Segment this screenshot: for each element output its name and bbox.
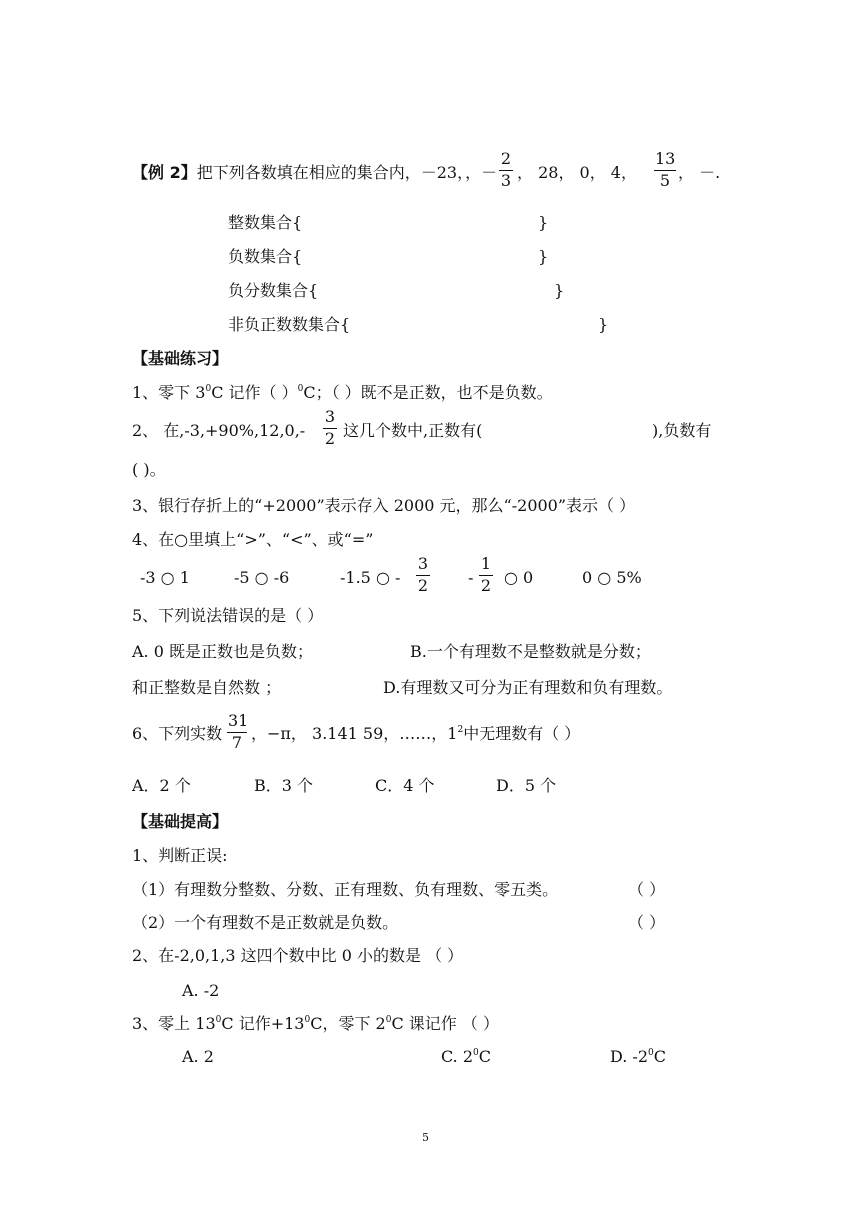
advanced-q1-statement-2: （2）一个有理数不是正数就是负数。 (132, 913, 399, 932)
example2-tail: ， －. (678, 163, 721, 182)
basic-q6-option-a: A．2 个 (132, 776, 191, 795)
advanced-q3: 3、零上 $13^0C$ 记作$+13^0C$，零下 $2^0C$ 课记作 （ ） (132, 1014, 499, 1033)
compare-item-1: -3 ○ 1 (140, 568, 190, 587)
advanced-heading: 【基础提高】 (132, 812, 229, 831)
advanced-q1-answer-1: （ ） (628, 880, 666, 899)
basic-practice-heading: 【基础练习】 (132, 349, 229, 368)
basic-q2-continued: ( )。 (132, 460, 166, 479)
advanced-q3-option-a: A. 2 (182, 1047, 214, 1066)
compare-item-4-sign: - (468, 568, 474, 587)
example2-line (132, 163, 497, 183)
compare-item-3: -1.5 ○ - (340, 568, 401, 587)
set-integers-close: } (538, 213, 549, 232)
advanced-q3-option-d: D. $-2^0C$ (610, 1047, 666, 1066)
basic-q1: 1、零下 $3^0C$ 记作（ ）$^0$C；（ ）既不是正数，也不是负数。 (132, 383, 553, 402)
advanced-q3-option-c: C. $2^0C$ (441, 1047, 492, 1066)
example2-text: 把下列各数填在相应的集合内，－23，，－ (196, 163, 498, 182)
basic-q6-start: 6、下列实数 (132, 724, 223, 743)
compare-item-5: 0 ○ 5% (582, 568, 642, 587)
basic-q2-middle: 这几个数中,正数有( (343, 421, 483, 440)
example2-numbers: ， 28， 0， 4， (517, 163, 637, 182)
set-nonnegative-close: } (598, 315, 609, 334)
advanced-q2-option-a: A. -2 (182, 981, 220, 1000)
basic-q6-option-d: D．5 个 (496, 776, 557, 795)
advanced-q1-statement-1: （1）有理数分整数、分数、正有理数、负有理数、零五类。 (132, 880, 559, 899)
basic-q4: 4、在○里填上“>”、“<”、或“=” (132, 530, 374, 549)
example2-tag: 【例 2】 (132, 163, 197, 182)
basic-q6: ，−π， 3.141 59，……，$1^2$中无理数有（ ） (251, 724, 581, 743)
basic-q6-option-c: C．4 个 (375, 776, 435, 795)
example2-fraction-1: $\frac{2}{3}$ (500, 149, 512, 190)
compare-item-3-fraction: $\frac{3}{2}$ (417, 554, 429, 595)
set-negatives-close: } (538, 247, 549, 266)
basic-q5-option-d: D.有理数又可分为正有理数和负有理数。 (383, 678, 673, 697)
basic-q5: 5、下列说法错误的是（ ） (132, 606, 324, 625)
compare-item-2: -5 ○ -6 (234, 568, 290, 587)
set-integers-label: 整数集合{ (228, 213, 303, 232)
basic-q2-fraction: $\frac{3}{2}$ (324, 407, 336, 448)
set-negatives-label: 负数集合{ (228, 247, 303, 266)
advanced-q1: 1、判断正误: (132, 846, 228, 865)
basic-q5-option-a: A. 0 既是正数也是负数； (132, 642, 313, 661)
advanced-q1-answer-2: （ ） (628, 913, 666, 932)
basic-q6-fraction: $\frac{31}{7}$ (228, 711, 249, 752)
advanced-q2: 2、在-2,0,1,3 这四个数中比 0 小的数是 （ ） (132, 946, 464, 965)
basic-q6-option-b: B．3 个 (254, 776, 314, 795)
basic-q5-option-c: 和正整数是自然数 ； (132, 678, 282, 697)
set-nonnegative-label: 非负正数数集合{ (228, 315, 351, 334)
compare-item-4-fraction: $\frac{1}{2}$ (480, 554, 492, 595)
set-negative-fractions-label: 负分数集合{ (228, 281, 319, 300)
page-number: 5 (422, 1131, 429, 1144)
basic-q2-start: 2、 在,-3,+90%,12,0,- (132, 421, 306, 440)
basic-q5-option-b: B.一个有理数不是整数就是分数； (410, 642, 651, 661)
set-negative-fractions-close: } (554, 281, 565, 300)
compare-item-4: ○ 0 (504, 568, 534, 587)
basic-q2-end: ),负数有 (652, 421, 712, 440)
basic-q3: 3、银行存折上的“+2000”表示存入 2000 元，那么“-2000”表示（ ） (132, 496, 636, 515)
example2-fraction-2: $\frac{13}{5}$ (655, 149, 676, 190)
